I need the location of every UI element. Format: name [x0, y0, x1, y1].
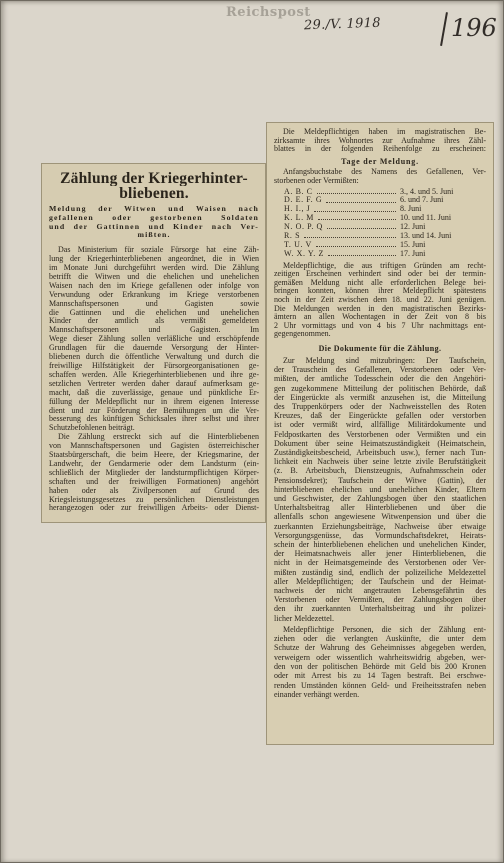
text-line: Verstorbenen oder Vermißten, der Zahlungsbogen über: [274, 595, 486, 605]
text-line: dient und zur Förderung der Bemühungen um die Ver-: [49, 406, 259, 415]
text-line: betrifft die Witwen und die ehelichen und unehelichen: [49, 272, 259, 281]
text-line: den ihr zuerkannten Unterhaltsbeitrag und ihr polizei-: [274, 604, 486, 614]
clipping-right: [266, 122, 494, 745]
text-line: gen zugekommene Mitteilung der politischen Behörde, daß: [274, 383, 486, 393]
text-line: Die Meldungen werden in den magistratischen Bezirks-: [274, 304, 486, 313]
text-line: Die Meldepflichtigen haben im magistratischen Be-: [283, 128, 486, 136]
newspaper-stamp: Reichspost: [226, 5, 311, 20]
schedule-letters: D. E. F. G: [284, 195, 323, 205]
text-line: Kinder der amtlich als vermißt gemeldeten: [49, 317, 259, 326]
text-line: des Truppenkörpers oder der Nachweisstellen des Roten: [274, 402, 486, 411]
text-line: bringen konnten, können ihrer Meldepflicht spätestens: [274, 287, 486, 296]
text-line: lung der Kriegerhinterbliebenen angeordnet, die in Wien: [49, 255, 259, 264]
text-line: Landwehr, der Gendarmerie oder dem Landsturm (ein-: [49, 459, 259, 468]
schedule-caption: [274, 168, 486, 185]
text-line: der Trauschein des Gefallenen, Verstorbenen oder Ver-: [274, 365, 486, 375]
schedule-letters: R. S: [284, 230, 301, 240]
text-line: Grundlagen für die dauernde Versorgung der Hinter-: [49, 344, 259, 353]
paragraph-documents: [274, 356, 486, 623]
schedule-letters: A. B. C: [284, 186, 313, 196]
text-line: einander verhängt werden.: [274, 689, 360, 699]
text-line: ämtern an allen Wochentagen in der Zeit von 8 bis: [274, 313, 486, 322]
schedule-letters: T. U. V: [284, 239, 312, 249]
text-line: bliebenen durch die öffentliche Verwaltung und durch die: [49, 353, 259, 362]
text-line: hinterbliebenen ehelichen und unehelichen Kinder, Eltern: [274, 484, 486, 494]
paragraph-registration-office: [274, 128, 486, 154]
text-line: Meldepflichtige Personen, die sich der Zählung ent-: [283, 624, 486, 634]
dot-leader: [327, 223, 396, 229]
schedule-heading: Tage der Meldung.: [341, 157, 419, 167]
text-line: Zur Meldung sind mitzubringen: Der Taufschein,: [283, 355, 486, 365]
text-line: Mannschaftspersonen und Gagisten sowie: [49, 299, 259, 308]
text-line: die Gattinnen und die ehelichen und unehelichen: [49, 308, 259, 317]
dot-leader: [316, 241, 396, 247]
schedule-date: 8. Juni: [400, 204, 422, 214]
text-line: allenfalls schon angewiesene Witwenpension und über die: [274, 512, 486, 522]
text-line: zuerkannten Erziehungsbeiträge, Nachweise über etwaige: [274, 521, 486, 531]
text-line: besserung des künftigen Schicksales ihrer selbst und ihrer: [49, 415, 259, 424]
text-line: storbenen oder Vermißten:: [274, 176, 359, 185]
dot-leader: [317, 188, 396, 194]
text-line: Verwundung oder Erkrankung im Kriege verstorbenen: [49, 290, 259, 299]
text-line: der Eingerückte als vermißt anzusehen ist, die Mitteilung: [274, 392, 486, 402]
paragraph-introduction: [49, 246, 259, 433]
subtitle-line: gefallenen oder gestorbenen Soldaten: [49, 213, 259, 222]
text-line: setzlichen Vertreter werden daher darauf aufmerksam ge-: [49, 379, 259, 388]
documents-heading: Die Dokumente für die Zählung.: [318, 343, 442, 353]
paragraph-penalties: [274, 625, 486, 699]
text-line: den von der politischen Behörde mit Geld bis 200 Kronen: [274, 662, 486, 672]
text-line: (z. B. Arbeitsbuch, Dienstzeugnis, Aufnahmsschein oder: [274, 466, 486, 476]
handwritten-date: 29./V. 1918: [303, 15, 382, 34]
text-line: zirksamte ihres Wohnortes zur Aufnahme ihres Zähl-: [274, 136, 486, 145]
text-line: Anfangsbuchstabe des Namens des Gefallenen, Ver-: [283, 168, 486, 177]
text-line: und Geschwister, der Zahlungsbogen über den staatlichen: [274, 494, 486, 504]
paragraph-scope: [49, 433, 259, 513]
text-line: schein der hinterbliebenen ehelichen und unehelichen Kinder,: [274, 540, 486, 550]
text-line: Unterhaltsbeitrag aller Hinterbliebenen und über die: [274, 503, 486, 513]
text-line: schaften und der freiwilligen Formationen) angehört: [49, 477, 259, 486]
text-line: Mannschaftspersonen und Gagisten. Im: [49, 326, 259, 335]
text-line: gemäßen Meldung nicht alle erforderlichen Belege bei-: [274, 278, 486, 287]
text-line: Feldpostkarten des Verstorbenen oder Vermißten und ein: [274, 429, 486, 439]
text-line: zeitigen Erscheinen verhindert sind oder bei der termin-: [274, 270, 486, 279]
schedule-date: 13. und 14. Juni: [400, 230, 452, 240]
text-line: schließlich der Mitglieder der landsturmpflichtigen Körper-: [49, 468, 259, 477]
clipping-left: [41, 163, 266, 523]
text-line: lichkeit ein Nachweis über seine letzte zivile Berufstätigkeit: [274, 457, 486, 467]
text-line: Wege dieser Zählung sollen verläßliche und erschöpfende: [49, 335, 259, 344]
article-subtitle: [49, 205, 259, 240]
schedule-date: 17. Juni: [400, 248, 426, 258]
text-line: renden Umständen können Geld- und Freiheitsstrafen neben: [274, 680, 486, 690]
text-line: schaffen werden. Alle Kriegerhinterbliebenen und ihre ge-: [49, 370, 259, 379]
text-line: herangezogen oder zur freiwilligen Arbeits- oder Dienst-: [49, 504, 259, 513]
text-line: ist oder vermißt wird, allfällige Militärdokumente und: [274, 420, 486, 430]
text-line: im Monate Juni durchgeführt werden wird. Die Zählung: [49, 264, 259, 272]
text-line: haben oder als Zivilpersonen auf Grund des: [49, 486, 259, 495]
dot-leader: [326, 196, 396, 202]
pen-stroke: [440, 12, 447, 46]
subtitle-line: Meldung der Witwen und Waisen nach: [49, 205, 259, 213]
text-line: Meldepflichtige, die aus triftigen Gründen am recht-: [283, 261, 486, 270]
schedule-date: 10. und 11. Juni: [400, 213, 452, 223]
text-line: aller Meldepflichtigen; der Taufschein und der Heimat-: [274, 576, 486, 586]
text-line: mißten, der amtliche Todesschein oder die den Angehöri-: [274, 374, 486, 384]
schedule-date: 15. Juni: [400, 239, 426, 249]
text-line: mißten zuständig sind, endlich der polizeiliche Meldezettel: [274, 567, 486, 577]
text-line: Kriegsleistungsgesetzes zu persönlichen Dienstleistungen: [49, 495, 259, 504]
subtitle-line: und der Gattinnen und Kinder nach Ver-: [49, 222, 259, 231]
text-line: blattes in der folgenden Reihenfolge zu erscheinen:: [274, 145, 486, 154]
schedule-row: [274, 250, 486, 259]
text-line: verweigern oder wissentlich wahrheitswidrig abgeben, wer-: [274, 652, 486, 662]
text-line: Versorgungsgenüsse, das Vormundschaftsdekret, Heirats-: [274, 530, 486, 540]
text-line: oder mit Arrest bis zu 14 Tagen bestraft. Bei erschwe-: [274, 671, 486, 681]
text-line: gegengenommen.: [274, 330, 331, 339]
dot-leader: [318, 214, 396, 220]
text-line: nachweis der nicht angetrauten Lebensgefährtin des: [274, 586, 486, 596]
text-line: Dokument über seine Heimatszuständigkeit (Heimatschein,: [274, 438, 486, 448]
text-line: Pensionsdekret); Taufschein der Witwe (Gattin), der: [274, 475, 486, 485]
text-line: ziehen oder die verlangten Auskünfte, die unter dem: [274, 634, 486, 644]
schedule-date: 3., 4. und 5. Juni: [400, 186, 454, 196]
text-line: Staatsbürgerschaft, die beim Heere, der Kriegsmarine, der: [49, 451, 259, 460]
schedule-letters: W. X. Y. Z: [284, 248, 324, 258]
archive-number: [438, 10, 497, 50]
text-line: macht, daß die zuverlässige, genaue und pünktliche Er-: [49, 388, 259, 397]
archive-number-text: 196: [451, 14, 497, 42]
text-line: Schutzbefohlenen beiträgt.: [49, 424, 135, 433]
dot-leader: [328, 250, 396, 256]
text-line: von Mannschaftspersonen und Gagisten österreichischer: [49, 442, 259, 451]
text-line: 2 Uhr vormittags und von 4 bis 7 Uhr nachmittags ent-: [274, 321, 486, 330]
text-line: Zuständigkeitsbescheid, Arbeitsbuch usw.), ferner nach Tun-: [274, 448, 486, 458]
schedule-letters: N. O. P. Q: [284, 222, 323, 232]
schedule-table: [274, 188, 486, 259]
text-line: noch in der Zeit zwischen dem 18. und 22. Juni genügen.: [274, 296, 486, 305]
text-line: der Heimatsnachweis aller jener Hinterbliebenen, die: [274, 549, 486, 559]
text-line: Das Ministerium für soziale Fürsorge hat eine Zäh-: [58, 246, 259, 255]
dot-leader: [314, 205, 396, 211]
schedule-letters: K. L. M: [284, 213, 314, 223]
schedule-date: 6. und 7. Juni: [400, 195, 444, 205]
dot-leader: [304, 232, 396, 238]
schedule-letters: H. I., J: [284, 204, 311, 214]
text-line: freiwillige Hilfstätigkeit der Fürsorgeorganisationen ge-: [49, 361, 259, 370]
paragraph-late-registration: [274, 262, 486, 339]
text-line: nicht in der Heimatsgemeinde des Verstorbenen oder Ver-: [274, 558, 486, 568]
schedule-date: 12. Juni: [400, 222, 426, 232]
schedule-row: [274, 223, 486, 232]
text-line: Waisen nach den im Kriege gefallenen oder infolge von: [49, 281, 259, 290]
title-line: Zählung der Kriegerhinter-: [60, 171, 248, 186]
text-line: Schutze der Wahrung des Geheimnisses abgegeben werden,: [274, 643, 486, 653]
subtitle-line: mißten.: [137, 231, 171, 240]
text-line: Kreuzes, daß der Eingerückte gefallen oder verstorben: [274, 411, 486, 421]
text-line: füllung der Meldepflicht nur in ihrem eigenen Interesse: [49, 397, 259, 406]
text-line: Die Zählung erstreckt sich auf die Hinterbliebenen: [58, 433, 259, 442]
title-line: bliebenen.: [119, 186, 189, 201]
text-line: licher Meldezettel.: [274, 613, 334, 623]
article-title: [49, 171, 259, 201]
